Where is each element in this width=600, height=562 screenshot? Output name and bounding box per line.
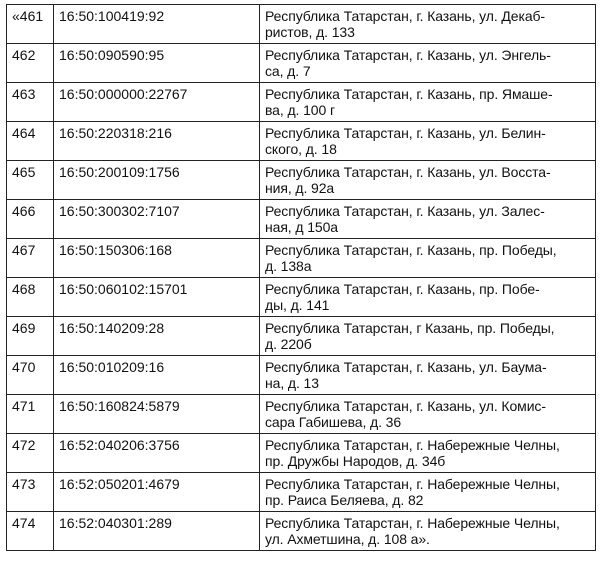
address-line-1: Республика Татарстан, г. Казань, ул. Залес- [265,203,545,219]
address-line-1: Республика Татарстан, г. Казань, ул. Белин- [265,125,546,141]
row-number: 463 [7,83,54,122]
table-body [7,5,596,551]
cadastral-number: 16:50:140209:28 [54,317,260,356]
row-number: «461 [7,5,54,44]
row-number: 464 [7,122,54,161]
address-line-2: ды, д. 141 [265,297,330,313]
table-row [7,512,596,551]
table-row [7,434,596,473]
address-line-1: Республика Татарстан, г. Казань, пр. Победы, [265,242,557,258]
cadastral-address-table [6,4,596,551]
address-line-1: Республика Татарстан, г. Казань, ул. Комис- [265,398,546,414]
row-number: 473 [7,473,54,512]
row-number: 468 [7,278,54,317]
table-row [7,200,596,239]
address-line-1: Республика Татарстан, г. Набережные Челны, [265,437,560,453]
address-line-2: д. 220б [265,336,312,352]
address-line-1: Республика Татарстан, г. Казань, ул. Декаб- [265,8,545,24]
table-row [7,395,596,434]
address [260,395,596,434]
address-line-1: Республика Татарстан, г. Казань, ул. Энгель- [265,47,551,63]
cadastral-number: 16:52:040301:289 [54,512,260,551]
cadastral-number: 16:50:060102:15701 [54,278,260,317]
table-row [7,83,596,122]
cadastral-number: 16:50:150306:168 [54,239,260,278]
table-row [7,278,596,317]
address-line-2: на, д. 13 [265,375,319,391]
cadastral-number: 16:52:050201:4679 [54,473,260,512]
table-row [7,239,596,278]
address-line-2: са, д. 7 [265,63,311,79]
address-line-2: пр. Дружбы Народов, д. 34б [265,453,446,469]
address-line-2: пр. Раиса Беляева, д. 82 [265,492,424,508]
address-line-1: Республика Татарстан, г. Казань, ул. Баума- [265,359,547,375]
address-line-2: ского, д. 18 [265,141,337,157]
address [260,200,596,239]
row-number: 462 [7,44,54,83]
row-number: 467 [7,239,54,278]
address-line-2: ристов, д. 133 [265,24,355,40]
table-row [7,122,596,161]
row-number: 470 [7,356,54,395]
address-line-2: ния, д. 92а [265,180,335,196]
address-line-1: Республика Татарстан, г. Набережные Челны, [265,515,560,531]
address-line-1: Республика Татарстан, г. Казань, ул. Восста- [265,164,551,180]
address-line-1: Республика Татарстан, г. Казань, пр. Побе- [265,281,540,297]
address-line-2: ная, д 150а [265,219,338,235]
address-line-2: ва, д. 100 г [265,102,335,118]
address-line-1: Республика Татарстан, г. Набережные Челны, [265,476,560,492]
row-number: 471 [7,395,54,434]
cadastral-number: 16:50:000000:22767 [54,83,260,122]
address [260,278,596,317]
address [260,434,596,473]
cadastral-number: 16:50:220318:216 [54,122,260,161]
address [260,512,596,551]
cadastral-number: 16:50:090590:95 [54,44,260,83]
table-row [7,317,596,356]
address [260,473,596,512]
address [260,356,596,395]
row-number: 466 [7,200,54,239]
address-line-2: сара Габишева, д. 36 [265,414,402,430]
address [260,239,596,278]
address [260,83,596,122]
address [260,122,596,161]
cadastral-number: 16:50:100419:92 [54,5,260,44]
row-number: 465 [7,161,54,200]
address-line-1: Республика Татарстан, г. Казань, пр. Ямаше- [265,86,553,102]
table-row [7,356,596,395]
table-row [7,44,596,83]
table-row [7,5,596,44]
row-number: 469 [7,317,54,356]
cadastral-number: 16:50:160824:5879 [54,395,260,434]
cadastral-number: 16:52:040206:3756 [54,434,260,473]
address [260,5,596,44]
table-row [7,161,596,200]
cadastral-number: 16:50:200109:1756 [54,161,260,200]
address [260,161,596,200]
cadastral-number: 16:50:300302:7107 [54,200,260,239]
table-row [7,473,596,512]
row-number: 472 [7,434,54,473]
row-number: 474 [7,512,54,551]
address-line-1: Республика Татарстан, г Казань, пр. Победы, [265,320,555,336]
address [260,317,596,356]
address-line-2: д. 138а [265,258,312,274]
address [260,44,596,83]
address-line-2: ул. Ахметшина, д. 108 а». [265,531,430,547]
cadastral-number: 16:50:010209:16 [54,356,260,395]
